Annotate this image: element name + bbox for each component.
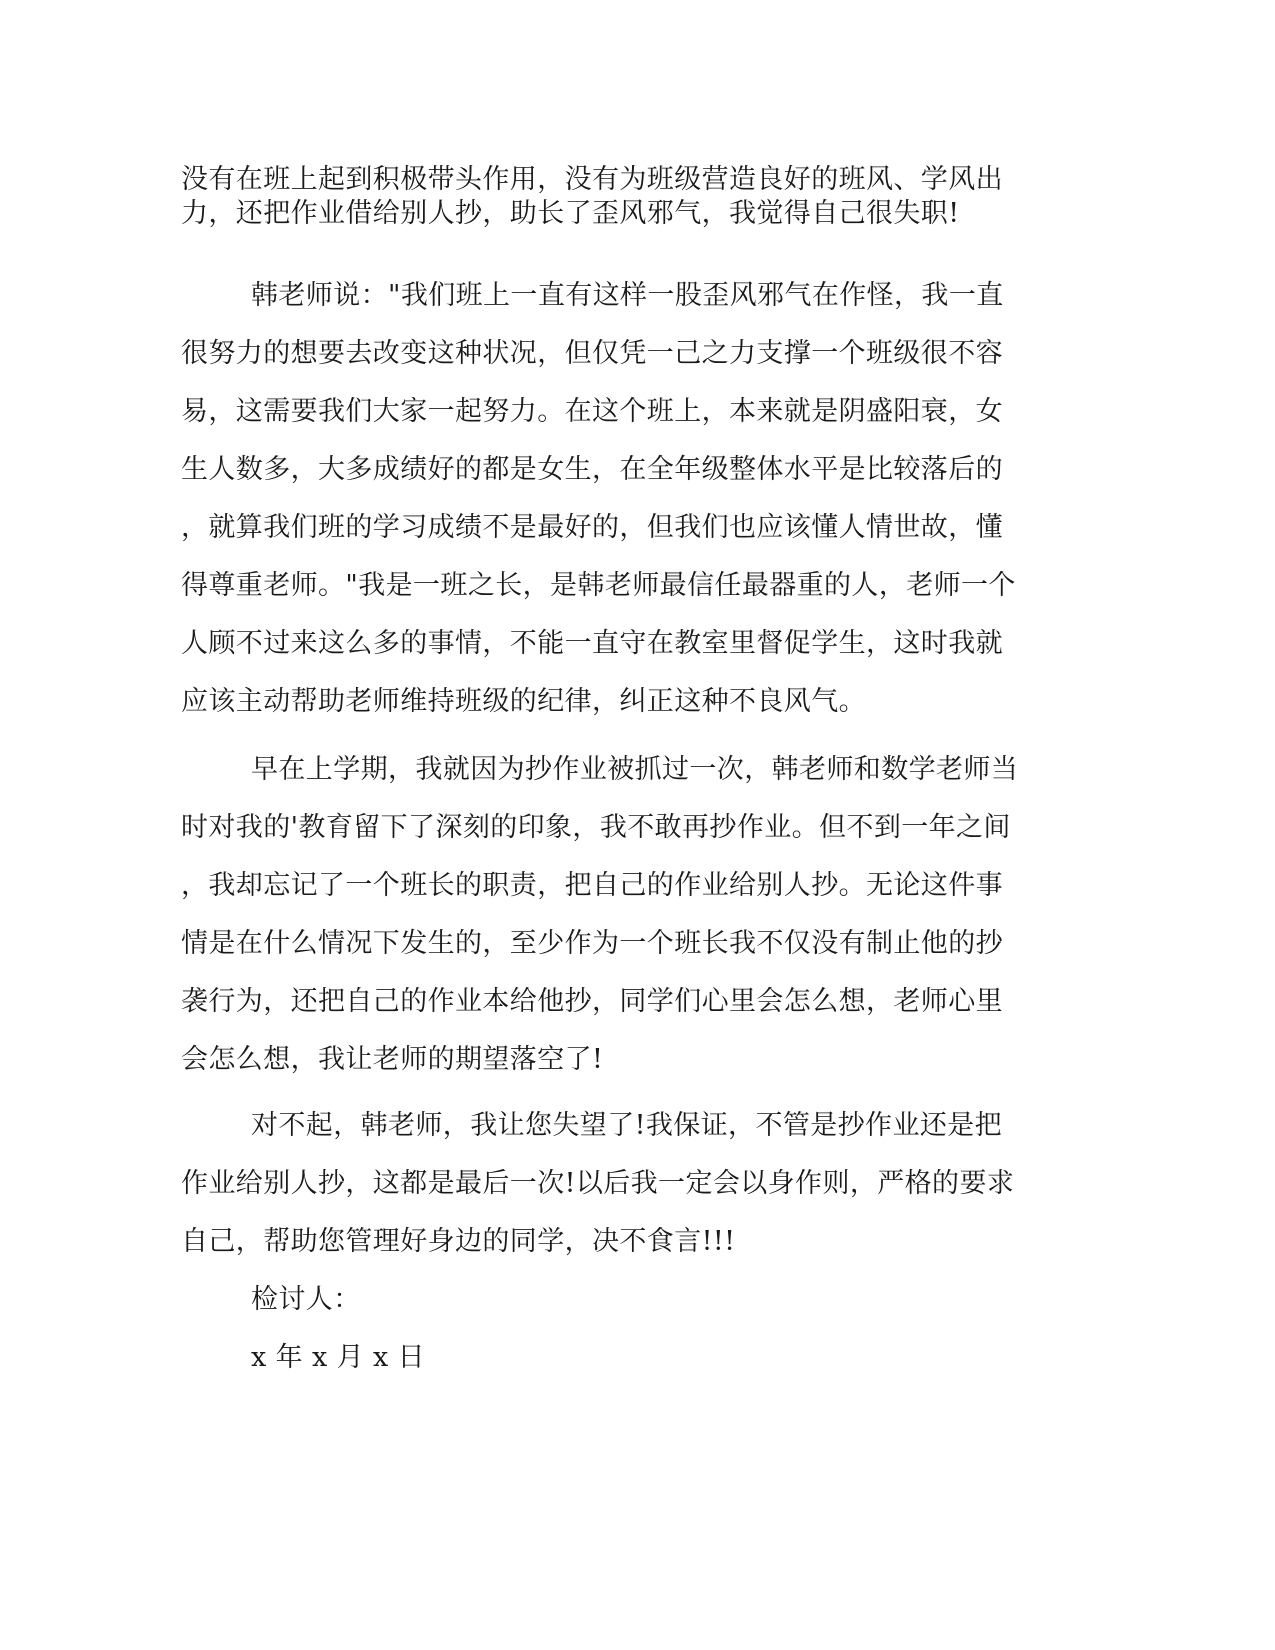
signature-label: 检讨人： bbox=[251, 1284, 361, 1315]
text-line: 力，还把作业借给别人抄，助长了歪风邪气，我觉得自己很失职! bbox=[181, 198, 960, 229]
text-line: 应该主动帮助老师维持班级的纪律，纠正这种不良风气。 bbox=[181, 686, 866, 717]
text-line: 很努力的想要去改变这种状况，但仅凭一己之力支撑一个班级很不容 bbox=[181, 338, 1003, 369]
text-line: 没有在班上起到积极带头作用，没有为班级营造良好的班风、学风出 bbox=[181, 164, 1003, 195]
text-line: 早在上学期，我就因为抄作业被抓过一次，韩老师和数学老师当 bbox=[251, 754, 1019, 785]
text-line: 情是在什么情况下发生的，至少作为一个班长我不仅没有制止他的抄 bbox=[181, 928, 1003, 959]
text-line: 韩老师说："我们班上一直有这样一股歪风邪气在作怪，我一直 bbox=[251, 280, 1004, 311]
date-line: x 年 x 月 x 日 bbox=[251, 1342, 425, 1373]
text-line: 易，这需要我们大家一起努力。在这个班上，本来就是阴盛阳衰，女 bbox=[181, 396, 1003, 427]
text-line: 袭行为，还把自己的作业本给他抄，同学们心里会怎么想，老师心里 bbox=[181, 986, 1003, 1017]
text-line: ，我却忘记了一个班长的职责，把自己的作业给别人抄。无论这件事 bbox=[181, 870, 1003, 901]
text-line: 自己，帮助您管理好身边的同学，决不食言!!! bbox=[181, 1226, 736, 1257]
text-line: 生人数多，大多成绩好的都是女生，在全年级整体水平是比较落后的 bbox=[181, 454, 1003, 485]
text-line: 对不起，韩老师，我让您失望了!我保证，不管是抄作业还是把 bbox=[251, 1110, 1003, 1141]
text-line: 人顾不过来这么多的事情，不能一直守在教室里督促学生，这时我就 bbox=[181, 628, 1003, 659]
text-line: ，就算我们班的学习成绩不是最好的，但我们也应该懂人情世故，懂 bbox=[181, 512, 1003, 543]
text-line: 得尊重老师。"我是一班之长，是韩老师最信任最器重的人，老师一个 bbox=[181, 570, 1016, 601]
text-line: 时对我的'教育留下了深刻的印象，我不敢再抄作业。但不到一年之间 bbox=[181, 812, 1011, 843]
text-line: 会怎么想，我让老师的期望落空了! bbox=[181, 1044, 604, 1075]
text-line: 作业给别人抄，这都是最后一次!以后我一定会以身作则，严格的要求 bbox=[181, 1168, 1015, 1199]
